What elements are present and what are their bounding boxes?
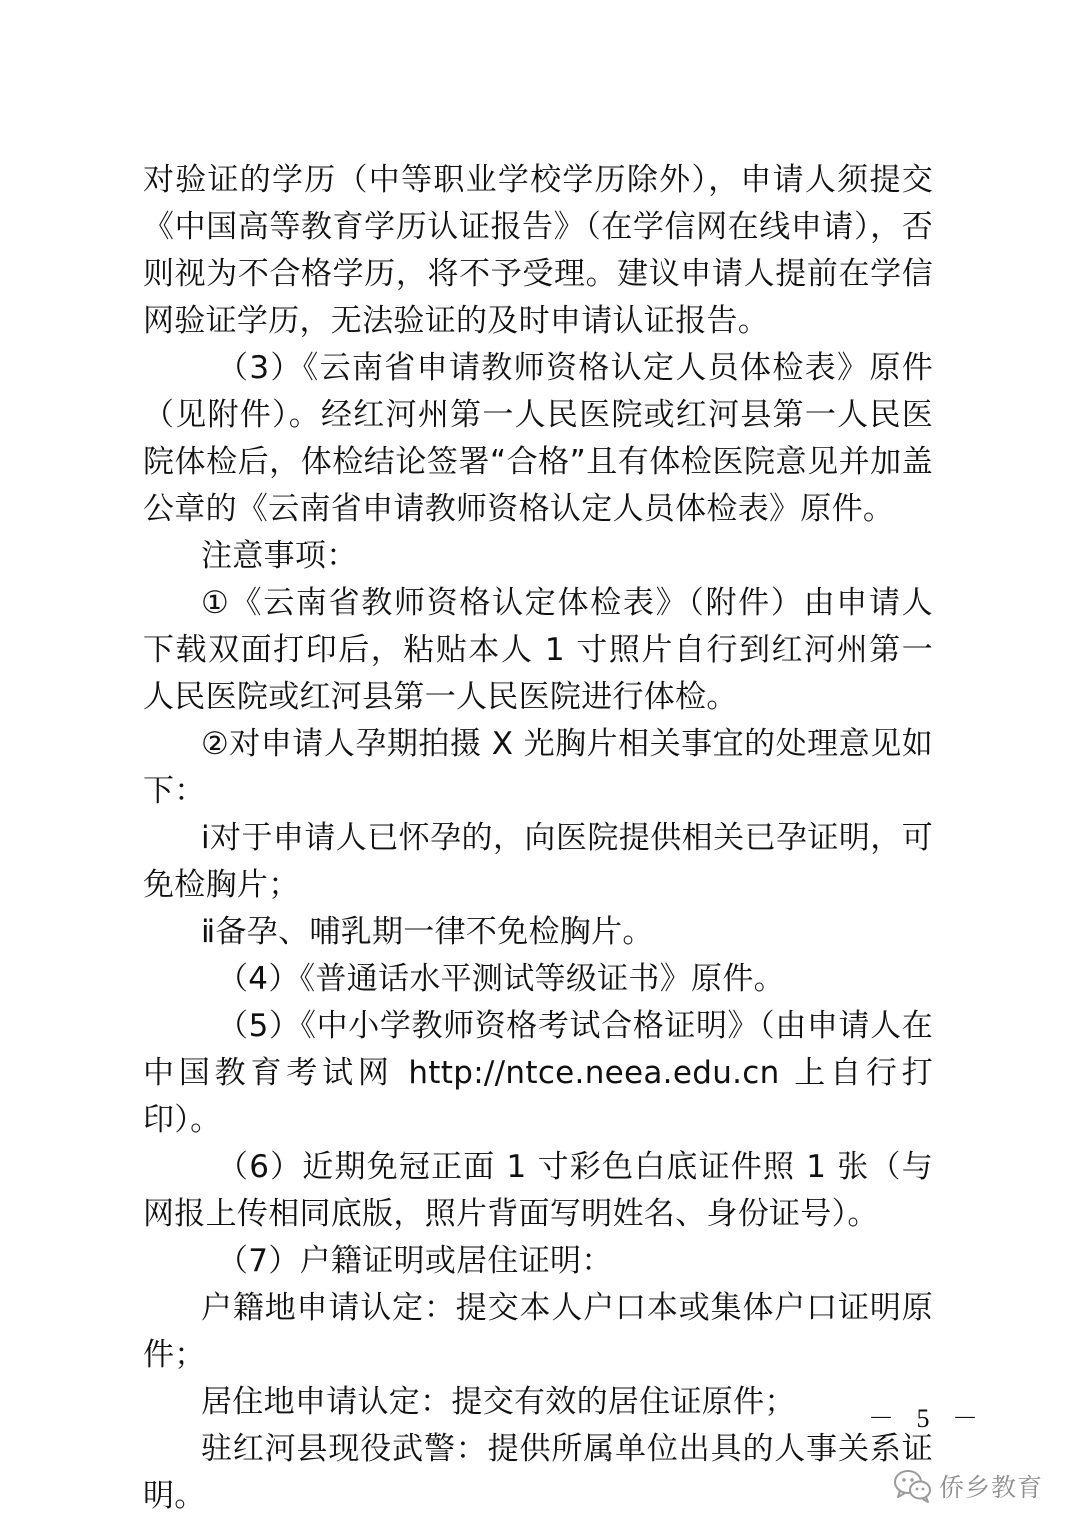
- page-number: － 5 －: [868, 1404, 987, 1433]
- paragraph-note-2-i: ⅰ对于申请人已怀孕的，向医院提供相关已孕证明，可免检胸片；: [143, 820, 933, 903]
- paragraph-household-registration: 户籍地申请认定：提交本人户口本或集体户口证明原件；: [143, 1290, 933, 1373]
- paragraph-item-6-photo: （6）近期免冠正面 1 寸彩色白底证件照 1 张（与网报上传相同底版，照片背面写明姓名、身份证号）。: [143, 1149, 933, 1232]
- paragraph-residence-permit: 居住地申请认定：提交有效的居住证原件；: [201, 1384, 796, 1420]
- paragraph-notes-heading: 注意事项：: [201, 538, 358, 574]
- paragraph-education-verification: 对验证的学历（中等职业学校学历除外），申请人须提交《中国高等教育学历认证报告》（在学信网在线申请），否则视为不合格学历，将不予受理。建议申请人提前在学信网验证学历，无法验证的及时申请认证报告。: [143, 162, 933, 339]
- document-body: [143, 157, 933, 1520]
- wechat-icon: [893, 1468, 933, 1504]
- paragraph-note-2-ii: ⅱ备孕、哺乳期一律不免检胸片。: [201, 914, 654, 950]
- watermark: [893, 1468, 1043, 1504]
- paragraph-armed-police: 驻红河县现役武警：提供所属单位出具的人事关系证明。: [143, 1431, 933, 1514]
- paragraph-item-3-medical-form: （3）《云南省申请教师资格认定人员体检表》原件（见附件）。经红河州第一人民医院或红河县第一人民医院体检后，体检结论签署“合格”且有体检医院意见并加盖公章的《云南省申请教师资格认定人员体检表》原件。: [143, 350, 933, 527]
- paragraph-item-7-residence: （7）户籍证明或居住证明：: [217, 1243, 613, 1279]
- paragraph-item-5-exam-cert: （5）《中小学教师资格考试合格证明》（由申请人在中国教育考试网 http://ntce.neea.edu.cn 上自行打印）。: [143, 1008, 933, 1138]
- paragraph-item-4-mandarin-cert: （4）《普通话水平测试等级证书》原件。: [217, 961, 785, 997]
- paragraph-note-1: ①《云南省教师资格认定体检表》（附件）由申请人下载双面打印后，粘贴本人 1 寸照片自行到红河州第一人民医院或红河县第一人民医院进行体检。: [143, 585, 933, 715]
- watermark-label: 侨乡教育: [939, 1473, 1044, 1502]
- paragraph-note-2: ②对申请人孕期拍摄 X 光胸片相关事宜的处理意见如下：: [143, 726, 933, 809]
